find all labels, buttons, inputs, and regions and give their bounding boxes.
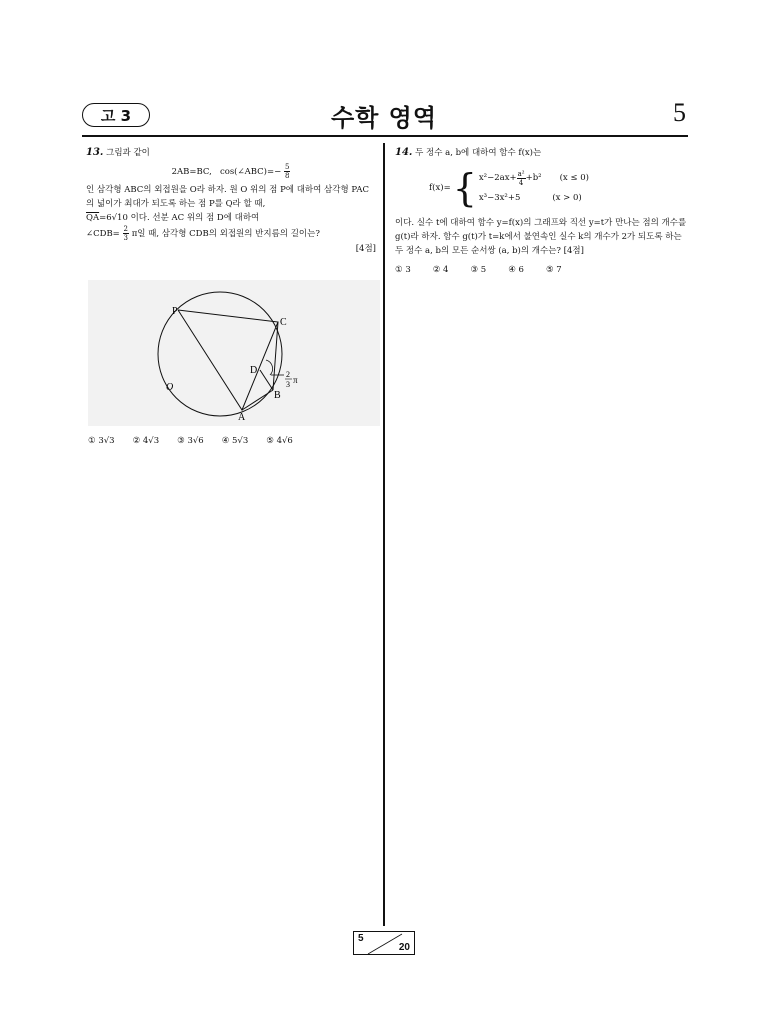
- page-number: 5: [673, 98, 686, 127]
- qa-segment: $\overline{QA}$: [86, 213, 100, 223]
- label-b: B: [274, 390, 281, 401]
- header-rule: [82, 135, 688, 137]
- circle-diagram: [88, 280, 380, 426]
- segment-db: [260, 370, 273, 390]
- choice-1[interactable]: ① 3: [395, 265, 411, 275]
- question-14-intro: 두 정수 a, b에 대하여 함수 f(x)는: [415, 148, 542, 158]
- function-cases: [479, 168, 589, 208]
- figure-angle-numerator: 2: [286, 370, 290, 379]
- choice-1[interactable]: ① 3√3: [88, 436, 115, 446]
- brace: {: [452, 166, 477, 210]
- angle-numerator: 2: [123, 225, 128, 233]
- question-14-number: 14.: [395, 147, 413, 158]
- given-cos: cos(∠ABC)=−: [219, 167, 282, 177]
- choice-4[interactable]: ④ 5√3: [221, 436, 249, 446]
- question-13-figure: [88, 280, 380, 426]
- triangle-pac: [178, 310, 278, 410]
- question-13-given: 2AB=BC, cos(∠ABC)=− $\frac{5}{8}$: [171, 163, 290, 180]
- angle-prefix: ∠CDB=: [86, 229, 120, 239]
- label-o: O: [166, 382, 174, 393]
- f-label: f(x)=: [429, 183, 451, 193]
- cos-numerator: 5: [284, 163, 290, 171]
- cos-denominator: 8: [284, 172, 290, 180]
- angle-arc: [266, 360, 273, 375]
- page-footer: [353, 931, 415, 955]
- case-1-fraction: [517, 170, 526, 187]
- choice-2[interactable]: ② 4√3: [132, 436, 160, 446]
- label-a: A: [238, 412, 246, 423]
- case-1-denominator: 4: [518, 178, 524, 187]
- case-2-expr: x³−3x²+5: [478, 193, 521, 203]
- label-p: P: [172, 306, 178, 317]
- figure-angle-pi: π: [293, 375, 298, 385]
- angle-denominator: 3: [123, 234, 128, 242]
- question-13-choices: [88, 436, 293, 446]
- case-1-a: x²−2ax+: [478, 173, 517, 183]
- case-1-condition: (x ≤ 0): [559, 173, 589, 183]
- qa-value: =6√10 이다. 선분 AC 위의 점 D에 대하여: [99, 213, 260, 223]
- choice-2[interactable]: ② 4: [432, 265, 449, 275]
- piecewise-function: [429, 168, 687, 208]
- case-1: [479, 168, 589, 188]
- angle-fraction: [123, 225, 129, 242]
- choice-5[interactable]: ⑤ 7: [545, 265, 562, 275]
- grade-badge: 고 3: [82, 103, 150, 127]
- question-14-choices: [395, 263, 687, 277]
- choice-3[interactable]: ③ 3√6: [177, 436, 204, 446]
- question-14: [395, 146, 687, 277]
- question-13-number: 13.: [86, 147, 104, 158]
- choice-5[interactable]: ⑤ 4√6: [266, 436, 293, 446]
- label-d: D: [250, 365, 258, 376]
- choice-3[interactable]: ③ 5: [470, 265, 487, 275]
- case-2-condition: (x > 0): [552, 193, 582, 203]
- page-title: 수학 영역: [330, 104, 438, 132]
- cos-fraction: [284, 163, 290, 180]
- label-c: C: [280, 317, 287, 328]
- question-13-qa-line: [86, 211, 376, 225]
- question-13-points: [4점]: [355, 244, 376, 254]
- case-2: [479, 188, 589, 208]
- given-ab: 2AB=BC: [171, 167, 210, 177]
- question-14-body: 이다. 실수 t에 대하여 함수 y=f(x)의 그래프와 직선 y=t가 만나는 점의 개수를 g(t)라 하자. 함수 g(t)가 t=k에서 불연속인 실수 k의 개수가 2가 되도록 하는 두 정수 a, b의 모든 순서쌍 (a, b)의 개수는? [4점]: [395, 218, 687, 256]
- choice-4[interactable]: ④ 6: [508, 265, 524, 275]
- case-1-numerator: a²: [517, 169, 525, 178]
- column-divider: [383, 143, 385, 926]
- question-13-angle-line: [86, 225, 376, 242]
- figure-angle-denominator: 3: [286, 380, 290, 389]
- question-13-body1: 인 삼각형 ABC의 외접원을 O라 하자. 원 O 위의 점 P에 대하여 삼각형 PAC의 넓이가 최대가 되도록 하는 점 P를 Q라 할 때,: [86, 185, 369, 209]
- case-1-b: +b²: [525, 173, 542, 183]
- footer-current-page: 5: [358, 933, 364, 944]
- question-13-intro: 그림과 같이: [106, 148, 150, 158]
- footer-total-pages: 20: [398, 942, 410, 953]
- segment-ab: [242, 390, 273, 410]
- angle-suffix: π일 때, 삼각형 CDB의 외접원의 반지름의 길이는?: [131, 229, 320, 239]
- question-13: [86, 146, 376, 256]
